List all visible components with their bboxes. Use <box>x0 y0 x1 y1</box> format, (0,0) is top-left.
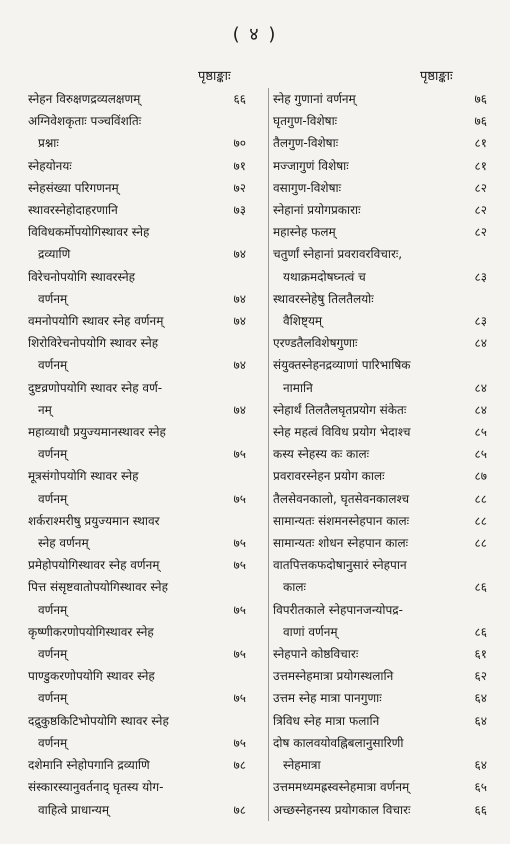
entry-title: स्नेह गुणानां वर्णनम् <box>273 92 356 106</box>
entry-title-continuation: नामानि <box>283 380 313 395</box>
entry-page-number: ७२ <box>233 180 246 195</box>
right-index-column <box>268 88 487 821</box>
entry-page-number: ७६ <box>474 114 487 129</box>
entry-title: संयुक्तस्नेहनद्रव्याणां पारिभाषिक <box>273 358 411 373</box>
entry-page-number: ८८ <box>474 513 487 528</box>
entry-page-number: ८२ <box>474 203 487 218</box>
entry-page-number: ७५ <box>233 602 246 617</box>
entry-title-continuation: कालः <box>283 580 306 595</box>
entry-page-number: ६५ <box>474 780 487 795</box>
index-entry <box>269 110 487 132</box>
entry-title: अच्छस्नेहनस्य प्रयोगकाल विचारः <box>273 802 411 817</box>
index-entry <box>269 332 487 354</box>
entry-page-number: ७५ <box>233 691 246 706</box>
index-entry <box>28 155 246 177</box>
entry-title-continuation: वर्णनम् <box>38 291 68 306</box>
entry-title-continuation: वर्णनम् <box>38 602 68 617</box>
entry-title: सामान्यतः शोधन स्नेहपान कालः <box>273 536 409 551</box>
index-entry <box>28 776 246 820</box>
entry-page-number: ७४ <box>233 358 246 373</box>
index-entry <box>269 199 487 221</box>
entry-page-number: ७४ <box>233 247 246 262</box>
entry-title-continuation: वर्णनम् <box>38 491 68 506</box>
entry-page-number: ६१ <box>474 647 487 662</box>
entry-page-number: ८३ <box>474 269 487 284</box>
entry-page-number: ७६ <box>474 92 487 106</box>
entry-title: स्नेहसंख्या परिगणनम् <box>28 180 119 195</box>
entry-title-continuation: नम् <box>38 402 52 417</box>
entry-page-number: ७० <box>233 136 246 151</box>
entry-page-number: ८४ <box>474 336 487 351</box>
entry-title: महास्नेह फलम् <box>273 225 336 240</box>
index-entry <box>269 776 487 798</box>
entry-title: सामान्यतः संशमनस्नेहपान कालः <box>273 513 410 528</box>
entry-page-number: ८६ <box>474 624 487 639</box>
entry-title-continuation: वर्णनम् <box>38 647 68 662</box>
entry-page-number: ८२ <box>474 180 487 195</box>
index-entry <box>269 488 487 510</box>
entry-page-number: ७५ <box>233 491 246 506</box>
left-column-header: पृष्ठाङ्काः <box>198 69 231 84</box>
entry-title: मूत्रसंगोपयोगि स्थावर स्नेह <box>28 469 139 484</box>
entry-title: दद्रुकुष्ठकिटिभोपयोगि स्थावर स्नेह <box>28 713 169 728</box>
entry-page-number: ८७ <box>474 469 487 484</box>
entry-page-number: ८४ <box>474 380 487 395</box>
entry-title: कस्य स्नेहस्य कः कालः <box>273 447 370 462</box>
index-entry <box>28 621 246 665</box>
entry-page-number: ६६ <box>233 92 246 106</box>
index-entry <box>269 155 487 177</box>
entry-title: स्थावरस्नेहोदाहरणानि <box>28 203 118 218</box>
entry-title: वमनोपयोगि स्थावर स्नेह वर्णनम् <box>28 314 164 329</box>
entry-page-number: ७१ <box>233 158 246 173</box>
index-entry <box>28 754 246 776</box>
index-entry <box>269 510 487 532</box>
entry-title: चतुर्णां स्नेहानां प्रवरावरविचारः, <box>273 247 403 262</box>
entry-title-continuation: स्नेहमात्रा <box>283 758 321 773</box>
index-entry <box>269 399 487 421</box>
entry-title: एरण्डतैलविशेषगुणाः <box>273 336 358 351</box>
right-column-header: पृष्ठाङ्काः <box>420 69 453 84</box>
entry-title: वातपित्तकफदोषानुसारं स्नेहपान <box>273 558 407 573</box>
index-entry <box>28 88 246 110</box>
index-entry <box>28 332 246 376</box>
index-entry <box>28 310 246 332</box>
entry-page-number: ७४ <box>233 402 246 417</box>
entry-page-number: ८८ <box>474 491 487 506</box>
index-entry <box>28 177 246 199</box>
index-entry <box>269 288 487 332</box>
entry-title: उत्तम स्नेह मात्रा पानगुणाः <box>273 691 382 706</box>
entry-page-number: ७३ <box>233 203 246 218</box>
entry-page-number: ६२ <box>474 669 487 684</box>
index-entry <box>28 510 246 554</box>
entry-page-number: ८१ <box>474 136 487 151</box>
index-entry <box>269 710 487 732</box>
entry-page-number: ७५ <box>233 558 246 573</box>
entry-title: स्नेहार्थं तिलतैलघृतप्रयोग संकेतः <box>273 402 407 417</box>
entry-title: दुष्टव्रणोपयोगि स्थावर स्नेह वर्ण- <box>28 380 163 395</box>
index-entry <box>28 576 246 620</box>
left-index-column <box>28 88 246 821</box>
entry-title: संस्कारस्यानुवर्तनाद् घृतस्य योग- <box>28 780 164 795</box>
entry-title: महाव्याधौ प्रयुज्यमानस्थावर स्नेह <box>28 425 166 440</box>
entry-title: स्नेहन विरुक्षणद्रव्यलक्षणम् <box>28 92 141 106</box>
entry-title: तैलगुण-विशेषाः <box>273 136 339 151</box>
index-entry <box>269 177 487 199</box>
entry-page-number: ६४ <box>474 691 487 706</box>
entry-title: विरेचनोपयोगि स्थावरस्नेह <box>28 269 136 284</box>
entry-title-continuation: वैशिष्ट्यम् <box>283 314 323 329</box>
entry-page-number: ८५ <box>474 425 487 440</box>
entry-page-number: ८३ <box>474 314 487 329</box>
index-entry <box>28 110 246 154</box>
entry-title: उत्तमस्नेहमात्रा प्रयोगस्थलानि <box>273 669 394 684</box>
entry-title-continuation: वाहित्वे प्राधान्यम् <box>38 802 110 817</box>
index-entry <box>28 554 246 576</box>
entry-title: मज्जागुणं विशेषाः <box>273 158 349 173</box>
entry-title-continuation: प्रश्नाः <box>38 136 59 151</box>
index-entry <box>269 243 487 287</box>
entry-title-continuation: यथाक्रमदोषघ्नत्वं च <box>283 269 366 284</box>
entry-title-continuation: द्रव्याणि <box>38 247 71 262</box>
entry-title: अग्निवेशकृताः पञ्चविंशतिः <box>28 114 142 129</box>
index-entry <box>269 799 487 821</box>
index-entry <box>269 532 487 554</box>
entry-page-number: ८८ <box>474 536 487 551</box>
entry-page-number: ८२ <box>474 225 487 240</box>
index-entry <box>28 465 246 509</box>
entry-page-number: ६४ <box>474 713 487 728</box>
page-number: ( ४ ) <box>232 24 278 45</box>
index-entry <box>269 665 487 687</box>
index-entry <box>269 599 487 643</box>
entry-title: स्थावरस्नेहेषु तिलतैलयोः <box>273 291 374 306</box>
index-entry <box>269 643 487 665</box>
entry-title: विविधकर्मोपयोगिस्थावर स्नेह <box>28 225 150 240</box>
entry-title: स्नेहपाने कोष्ठविचारः <box>273 647 359 662</box>
entry-title: पित्त संसृष्टवातोपयोगिस्थावर स्नेह <box>28 580 168 595</box>
entry-title-continuation: स्नेह वर्णनम् <box>38 536 89 551</box>
entry-title: दशेमानि स्नेहोपगानि द्रव्याणि <box>28 758 150 773</box>
entry-page-number: ७५ <box>233 447 246 462</box>
index-entry <box>269 88 487 110</box>
entry-title: त्रिविध स्नेह मात्रा फलानि <box>273 713 380 728</box>
entry-title: प्रमेहोपयोगिस्थावर स्नेह वर्णनम् <box>28 558 160 573</box>
entry-title: वसागुण-विशेषाः <box>273 180 342 195</box>
index-entry <box>28 710 246 754</box>
entry-title-continuation: वर्णनम् <box>38 358 68 373</box>
index-entry <box>269 554 487 598</box>
entry-title: तैलसेवनकालो, घृतसेवनकालश्च <box>273 491 410 506</box>
entry-page-number: ८१ <box>474 158 487 173</box>
entry-title: दोष कालवयोवह्निबलानुसारिणी <box>273 735 404 750</box>
entry-title-continuation: वर्णनम् <box>38 735 68 750</box>
index-entry <box>269 421 487 443</box>
index-entry <box>28 421 246 465</box>
entry-title: स्नेहानां प्रयोगप्रकाराः <box>273 203 361 218</box>
entry-page-number: ७५ <box>233 536 246 551</box>
index-entry <box>269 687 487 709</box>
entry-page-number: ७४ <box>233 314 246 329</box>
entry-title: कृष्णीकरणोपयोगिस्थावर स्नेह <box>28 624 154 639</box>
index-entry <box>28 377 246 421</box>
entry-page-number: ६४ <box>474 758 487 773</box>
entry-title-continuation: वर्णनम् <box>38 447 68 462</box>
entry-page-number: ७४ <box>233 291 246 306</box>
entry-page-number: ६६ <box>474 802 487 817</box>
entry-title: प्रवरावरस्नेहन प्रयोग कालः <box>273 469 385 484</box>
index-entry <box>28 199 246 221</box>
entry-title: घृतगुण-विशेषाः <box>273 114 338 129</box>
entry-page-number: ७५ <box>233 647 246 662</box>
entry-title: उत्तममध्यमह्रस्वस्नेहमात्रा वर्णनम् <box>273 780 410 795</box>
index-entry <box>269 732 487 776</box>
index-entry <box>269 354 487 398</box>
entry-title: विपरीतकाले स्नेहपानजन्योपद्र- <box>273 602 403 617</box>
entry-title: शिरोविरेचनोपयोगि स्थावर स्नेह <box>28 336 159 351</box>
entry-page-number: ८६ <box>474 580 487 595</box>
entry-title: पाण्डुकरणोपयोगि स्थावर स्नेह <box>28 669 155 684</box>
entry-title-continuation: वर्णनम् <box>38 691 68 706</box>
entry-page-number: ८४ <box>474 402 487 417</box>
index-entry <box>28 221 246 265</box>
index-entry <box>28 266 246 310</box>
entry-title: स्नेहयोनयः <box>28 158 72 173</box>
entry-title: शर्कराश्मरीषु प्रयुज्यमान स्थावर <box>28 513 160 528</box>
index-entry <box>28 665 246 709</box>
index-entry <box>269 132 487 154</box>
index-entry <box>269 465 487 487</box>
entry-title: स्नेह महत्वं विविध प्रयोग भेदाश्च <box>273 425 411 440</box>
entry-title-continuation: वाणां वर्णनम् <box>283 624 338 639</box>
entry-page-number: ७५ <box>233 735 246 750</box>
entry-page-number: ८५ <box>474 447 487 462</box>
index-entry <box>269 221 487 243</box>
index-entry <box>269 443 487 465</box>
entry-page-number: ७८ <box>233 802 246 817</box>
entry-page-number: ७८ <box>233 758 246 773</box>
